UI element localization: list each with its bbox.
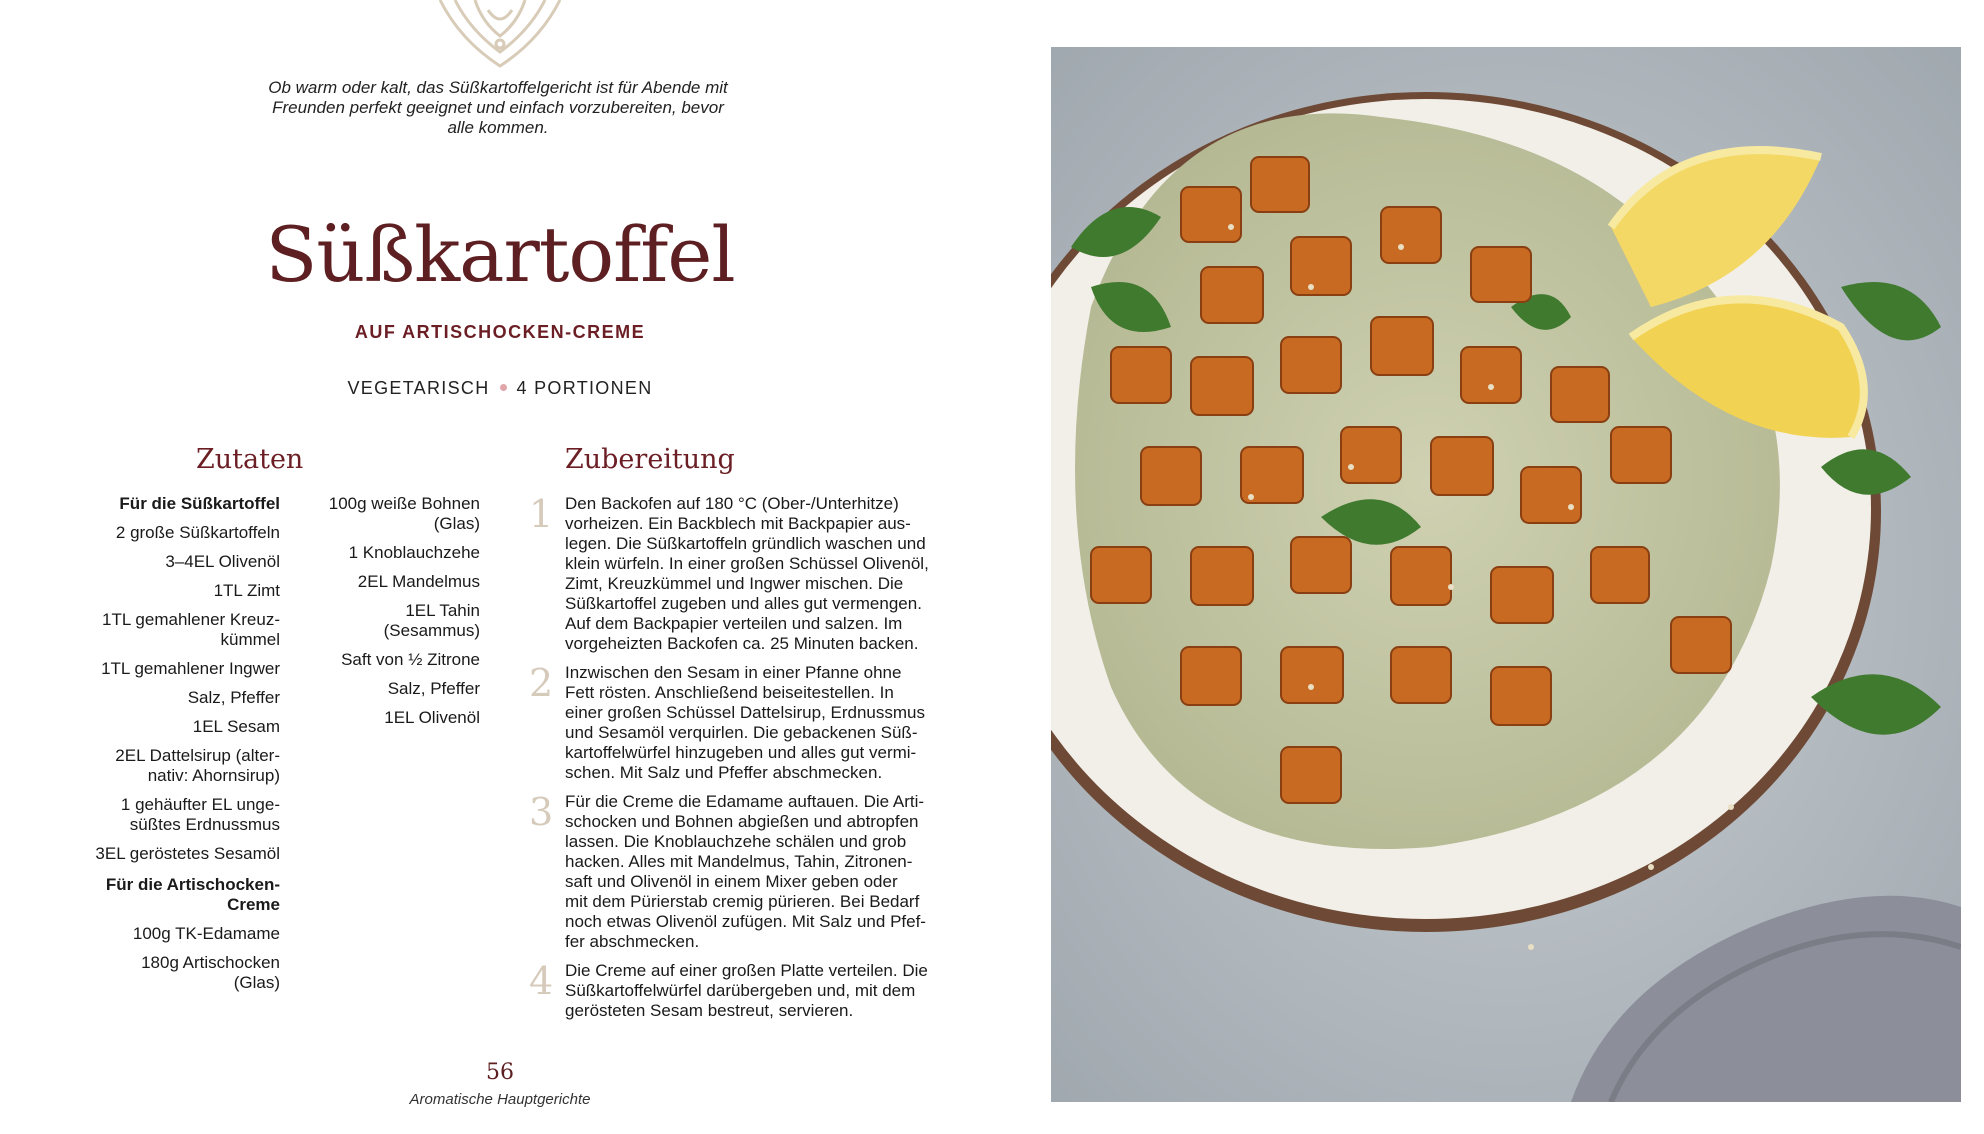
ingredient-item: 2EL Mandelmus (357, 572, 480, 591)
ingredient-item: 100g weiße Bohnen (Glas) (328, 494, 480, 533)
ingredient-item: 1 gehäufter EL unge- süßtes Erdnussmus (120, 795, 280, 834)
ingredients-column-2 (300, 494, 480, 737)
ingredient-item: 3EL geröstetes Sesamöl (95, 844, 280, 863)
ingredient-item: 1EL Olivenöl (384, 708, 480, 727)
intro-line: Freunden perfekt geeignet und einfach vorzubereiten, bevor (272, 98, 724, 117)
preparation-steps (529, 492, 935, 1030)
ingredient-group-heading: Für die Artischocken- Creme (105, 875, 280, 914)
recipe-title: Süßkartoffel (265, 210, 735, 299)
recipe-meta (250, 378, 750, 399)
ingredients-column-1 (80, 494, 280, 1002)
intro-line: alle kommen. (447, 118, 549, 137)
preparation-step (529, 492, 935, 654)
ingredient-group-heading: Für die Süßkartoffel (119, 494, 280, 513)
step-text: Die Creme auf einer großen Platte verteilen. Die Süßkartoffelwürfel darübergeben und, mit dem gerösteten Sesam bestreut, servieren. (565, 961, 928, 1020)
ingredient-item: 1TL gemahlener Ingwer (101, 659, 280, 678)
preparation-heading: Zubereitung (565, 444, 735, 475)
step-number: 4 (529, 959, 554, 1003)
step-number: 2 (529, 661, 554, 705)
intro-line: Ob warm oder kalt, das Süßkartoffelgericht ist für Abende mit (268, 78, 728, 97)
ingredient-item: 100g TK-Edamame (132, 924, 280, 943)
ingredient-item: Salz, Pfeffer (387, 679, 480, 698)
ingredient-item: 180g Artischocken (Glas) (141, 953, 280, 992)
preparation-step (529, 790, 935, 952)
tag-portions: 4 PORTIONEN (516, 378, 653, 398)
ingredient-item: 2 große Süßkartoffeln (115, 523, 280, 542)
ingredient-item: Salz, Pfeffer (187, 688, 280, 707)
preparation-step (529, 661, 935, 783)
ingredient-item: 1EL Tahin (Sesammus) (383, 601, 480, 640)
food-photo (1051, 47, 1961, 1102)
ingredient-item: 2EL Dattelsirup (alter- nativ: Ahornsirup) (115, 746, 280, 785)
ingredient-item: 1 Knoblauchzehe (348, 543, 480, 562)
step-text: Inzwischen den Sesam in einer Pfanne ohne Fett rösten. Anschließend beiseitestellen. In einer großen Schüssel Dattelsirup, Erdnussmus und Sesamöl verquirlen. Die gebackenen Süß- kartoffelwürfel hinzugeben und alles gut vermi- schen. Mit Salz und Pfeffer abschmecken. (565, 663, 925, 782)
step-number: 3 (529, 790, 554, 834)
ingredients-heading: Zutaten (196, 444, 304, 475)
decorative-ornament-icon (420, 0, 580, 68)
ingredient-item: 1TL gemahlener Kreuz- kümmel (102, 610, 280, 649)
separator-dot-icon (500, 384, 507, 391)
step-text: Den Backofen auf 180 °C (Ober-/Unterhitze) vorheizen. Ein Backblech mit Backpapier aus- legen. Die Süßkartoffeln gründlich waschen und klein würfeln. In einer großen Schüssel Olivenöl, Zimt, Kreuzkümmel und Ingwer mischen. Die Süßkartoffel zugeben und alles gut vermengen. Auf dem Backpapier verteilen und salzen. Im vorgeheizten Backofen ca. 25 Minuten backen. (565, 494, 929, 653)
preparation-step (529, 959, 935, 1021)
step-number: 1 (529, 492, 554, 536)
tag-vegetarian: VEGETARISCH (347, 378, 490, 398)
ingredient-item: 1EL Sesam (192, 717, 280, 736)
section-name: Aromatische Hauptgerichte (409, 1091, 591, 1108)
ingredient-item: 1TL Zimt (213, 581, 280, 600)
intro-text (248, 78, 748, 138)
ingredient-item: Saft von ½ Zitrone (341, 650, 480, 669)
recipe-subtitle: AUF ARTISCHOCKEN-CREME (354, 322, 646, 342)
step-text: Für die Creme die Edamame auftauen. Die Arti- schocken und Bohnen abgießen und abtropfen lassen. Die Knoblauchzehe schälen und grob hacken. Alles mit Mandelmus, Tahin, Zitronen- saft und Olivenöl in einem Mixer geben oder mit dem Pürierstab cremig pürieren. Bei Bedarf noch etwas Olivenöl zufügen. Mit Salz und Pfef- fer abschmecken. (565, 792, 926, 951)
ingredient-item: 3–4EL Olivenöl (165, 552, 280, 571)
page-number: 56 (486, 1060, 514, 1085)
